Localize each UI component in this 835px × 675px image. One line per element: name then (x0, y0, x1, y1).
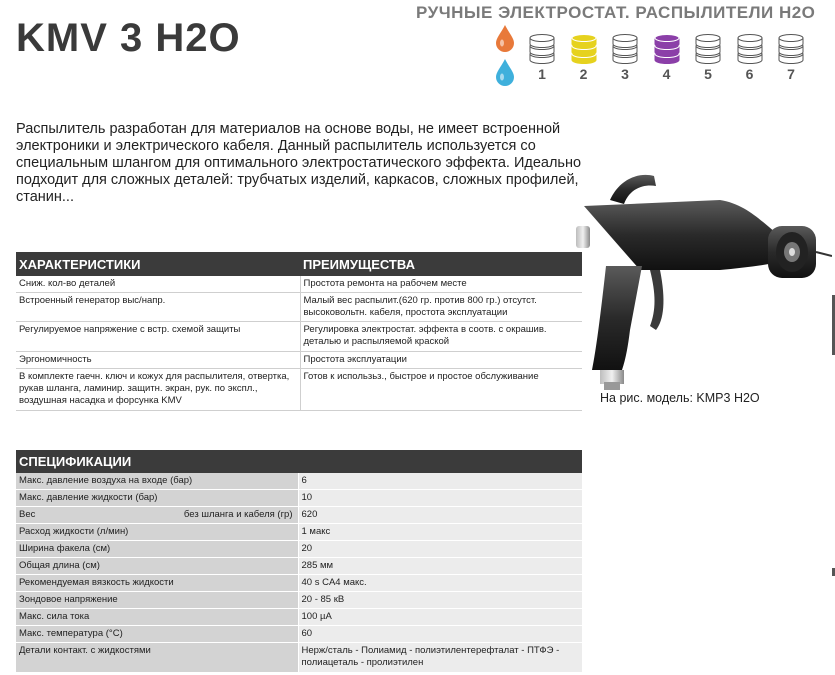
table-row (16, 507, 582, 524)
spec-label (16, 558, 298, 575)
spec-value: Нерж/сталь - Полиамид - полиэтилентерефталат - ПТФЭ - полиацеталь - пролиэтилен (298, 643, 582, 673)
table-row (16, 575, 582, 592)
paint-type-number: 1 (538, 66, 546, 82)
spec-sublabel: без шланга и кабеля (гр) (183, 509, 293, 520)
spec-label (16, 626, 298, 643)
spec-label-text: Расход жидкости (л/мин) (19, 526, 129, 537)
spec-label-text: Рекомендуемая вязкость жидкости (19, 577, 174, 588)
table-row (16, 592, 582, 609)
features-header-row (16, 252, 582, 276)
spec-value: 20 (298, 541, 582, 558)
spec-label (16, 592, 298, 609)
product-description: Распылитель разработан для материалов на основе воды, не имеет встроенной электроники и электрического кабеля. Данный распылитель используется со специальным шлангом для оптимального электростатического эффекта. Идеально подходит для сложных деталей: трубчатых изделий, каркасов, сложных профилей, станин... (16, 121, 582, 205)
spec-label-text: Макс. температура (°C) (19, 628, 123, 639)
table-row (16, 490, 582, 507)
paint-type-number: 5 (704, 66, 712, 82)
table-row (16, 643, 582, 673)
specifications-table (16, 450, 582, 673)
spec-label-text: Макс. давление воздуха на входе (бар) (19, 475, 193, 486)
table-row (16, 626, 582, 643)
paint-type-number: 6 (745, 66, 754, 82)
paint-type-stack-icon (570, 30, 598, 64)
advantage-cell: Готов к использьз., быстрое и простое обслуживание (300, 369, 582, 411)
paint-type-stack-icon (611, 30, 639, 64)
paint-type-number: 2 (579, 66, 588, 82)
spec-label-text: Зондовое напряжение (19, 594, 118, 605)
solvent-drop-icon (494, 24, 516, 52)
advantage-cell: Малый вес распылит.(620 гр. против 800 гр.) отсутст. высоковольтн. кабеля, простота эксплуатации (300, 293, 582, 322)
spec-label-text: Макс. давление жидкости (бар) (19, 492, 158, 503)
table-row (16, 473, 582, 490)
spec-label-text: Ширина факела (см) (19, 543, 111, 554)
spec-value: 100 µA (298, 609, 582, 626)
table-row (16, 352, 582, 369)
spec-value: 620 (298, 507, 582, 524)
table-row (16, 558, 582, 575)
table-row (16, 541, 582, 558)
table-row (16, 609, 582, 626)
paint-type-stack-icon (528, 30, 556, 64)
table-row (16, 276, 582, 293)
advantage-cell: Регулировка электростат. эффекта в соотв. с окрашив. деталью и распыляемой краской (300, 322, 582, 352)
paint-type-stack-icon (777, 30, 805, 64)
spec-label (16, 490, 298, 507)
paint-type-stack-icon (694, 30, 722, 64)
spec-label (16, 609, 298, 626)
water-drop-icon (494, 58, 516, 86)
spec-value: 1 макс (298, 524, 582, 541)
spec-label (16, 541, 298, 558)
characteristic-cell: В комплекте гаечн. ключ и кожух для распылителя, отвертка, рукав шланга, ламинир. защитн. экран, рук. по экспл., воздушная насадка и форсунка KMV (16, 369, 300, 411)
spec-value: 40 s CA4 макс. (298, 575, 582, 592)
image-caption: На рис. модель: KMP3 H2O (600, 391, 760, 405)
features-table (16, 252, 582, 411)
features-col2-header: ПРЕИМУЩЕСТВА (300, 252, 582, 276)
characteristic-cell: Встроенный генератор выс/напр. (16, 293, 300, 322)
spec-label (16, 643, 298, 673)
characteristic-cell: Эргономичность (16, 352, 300, 369)
series-title: РУЧНЫЕ ЭЛЕКТРОСТАТ. РАСПЫЛИТЕЛИ H2O (416, 3, 816, 22)
paint-drops (494, 24, 518, 92)
specs-header-row (16, 450, 582, 473)
features-col1-header: ХАРАКТЕРИСТИКИ (16, 252, 300, 276)
spec-label-text: Общая длина (см) (19, 560, 100, 571)
spec-value: 10 (298, 490, 582, 507)
paint-type-number: 4 (662, 66, 671, 82)
characteristic-cell: Сниж. кол-во деталей (16, 276, 300, 293)
spec-label-text: Вес (19, 509, 36, 520)
spec-label (16, 575, 298, 592)
paint-type-stack-icon (653, 30, 681, 64)
paint-type-number: 7 (787, 66, 795, 82)
spec-label (16, 473, 298, 490)
product-title: KMV 3 H2O (16, 16, 241, 60)
spec-value: 6 (298, 473, 582, 490)
spec-value: 285 мм (298, 558, 582, 575)
table-row (16, 322, 582, 352)
spec-label (16, 507, 298, 524)
advantage-cell: Простота ремонта на рабочем месте (300, 276, 582, 293)
spec-value: 20 - 85 кВ (298, 592, 582, 609)
characteristic-cell: Регулируемое напряжение с встр. схемой защиты (16, 322, 300, 352)
spec-label-text: Макс. сила тока (19, 611, 90, 622)
table-row (16, 524, 582, 541)
paint-type-stack-icon (736, 30, 764, 64)
spray-gun-image (570, 170, 832, 390)
paint-type-number: 3 (621, 66, 629, 82)
specs-header: СПЕЦИФИКАЦИИ (16, 450, 582, 473)
table-row (16, 293, 582, 322)
table-row (16, 369, 582, 411)
spec-value: 60 (298, 626, 582, 643)
spec-label-text: Детали контакт. с жидкостями (19, 645, 151, 656)
advantage-cell: Простота эксплуатации (300, 352, 582, 369)
spec-label (16, 524, 298, 541)
